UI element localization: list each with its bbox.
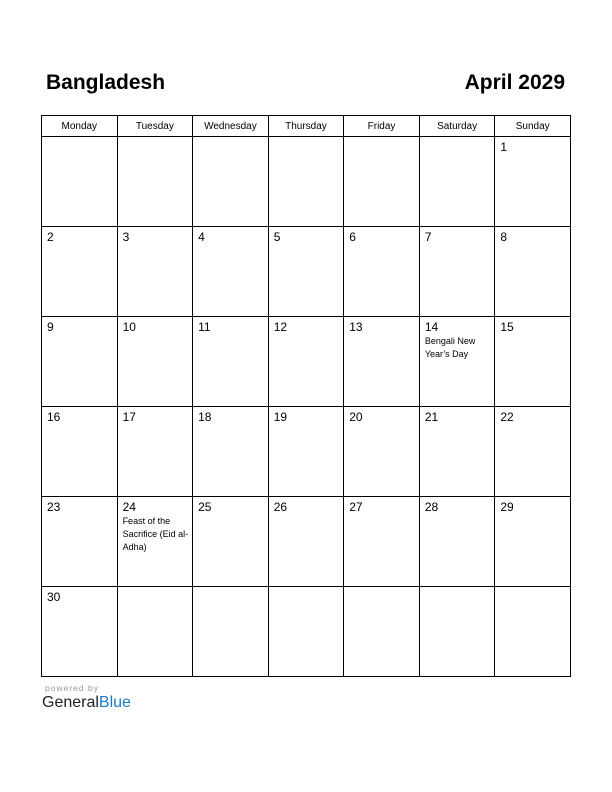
day-cell <box>193 317 269 407</box>
day-number: 26 <box>273 500 288 514</box>
day-cell <box>495 497 571 587</box>
brand-general-text: General <box>42 694 99 711</box>
day-number: 16 <box>47 410 61 424</box>
day-cell <box>419 497 495 587</box>
day-number: 17 <box>122 410 136 424</box>
day-number: 6 <box>349 230 356 244</box>
day-number: 25 <box>198 500 212 514</box>
day-cell <box>42 587 118 677</box>
week-row <box>42 137 571 227</box>
weekday-header: Friday <box>344 116 420 137</box>
day-cell <box>268 227 344 317</box>
day-number: 22 <box>500 410 514 424</box>
day-number: 1 <box>500 140 508 154</box>
empty-day-cell <box>344 587 420 677</box>
day-cell <box>419 317 495 407</box>
country-title: Bangladesh <box>46 71 166 94</box>
day-number: 24 <box>122 500 136 514</box>
day-number: 27 <box>349 500 363 514</box>
day-number: 28 <box>424 500 439 514</box>
day-number: 20 <box>349 410 363 424</box>
empty-day-cell <box>344 137 420 227</box>
empty-day-cell <box>419 137 495 227</box>
generalblue-logo[interactable] <box>42 694 131 712</box>
calendar-body <box>42 137 571 677</box>
day-cell <box>344 407 420 497</box>
day-number: 3 <box>122 230 130 244</box>
day-cell <box>495 407 571 497</box>
weekday-header: Sunday <box>495 116 571 137</box>
brand-blue-text: Blue <box>98 694 131 711</box>
weekday-header: Monday <box>42 116 118 137</box>
day-number: 18 <box>198 410 212 424</box>
day-number: 13 <box>349 320 363 334</box>
empty-day-cell <box>495 587 571 677</box>
empty-day-cell <box>419 587 495 677</box>
weekday-header: Thursday <box>268 116 344 137</box>
day-cell <box>268 407 344 497</box>
empty-day-cell <box>42 137 118 227</box>
day-cell <box>42 407 118 497</box>
day-cell <box>495 137 571 227</box>
day-cell <box>117 407 193 497</box>
weekday-header: Saturday <box>419 116 495 137</box>
day-cell <box>42 497 118 587</box>
day-cell <box>42 227 118 317</box>
day-cell <box>344 497 420 587</box>
day-number: 2 <box>47 230 54 244</box>
day-cell <box>344 317 420 407</box>
day-cell <box>419 227 495 317</box>
week-row <box>42 407 571 497</box>
empty-day-cell <box>193 137 269 227</box>
day-number: 9 <box>47 320 54 334</box>
day-number: 12 <box>273 320 288 334</box>
day-cell <box>117 317 193 407</box>
holiday-label: Bengali New Year’s Day <box>424 336 476 359</box>
day-cell <box>344 227 420 317</box>
day-number: 7 <box>424 230 432 244</box>
weekday-header-row <box>42 116 571 137</box>
day-cell <box>117 227 193 317</box>
week-row <box>42 497 571 587</box>
week-row <box>42 587 571 677</box>
day-cell <box>42 317 118 407</box>
day-number: 10 <box>122 320 136 334</box>
day-cell <box>193 497 269 587</box>
day-number: 23 <box>47 500 61 514</box>
day-cell <box>268 317 344 407</box>
day-cell <box>268 497 344 587</box>
empty-day-cell <box>268 587 344 677</box>
day-number: 19 <box>273 410 288 424</box>
day-number: 11 <box>198 320 211 334</box>
day-number: 29 <box>500 500 514 514</box>
day-number: 4 <box>198 230 205 244</box>
calendar-grid <box>41 115 571 677</box>
month-title: April 2029 <box>464 71 565 94</box>
holiday-label: Feast of the Sacrifice (Eid al-Adha) <box>122 516 189 552</box>
day-cell <box>495 227 571 317</box>
powered-by-label: powered by <box>45 683 99 693</box>
day-number: 14 <box>424 320 439 334</box>
day-number: 5 <box>273 230 281 244</box>
empty-day-cell <box>193 587 269 677</box>
day-cell <box>495 317 571 407</box>
empty-day-cell <box>268 137 344 227</box>
day-cell <box>419 407 495 497</box>
empty-day-cell <box>117 587 193 677</box>
week-row <box>42 317 571 407</box>
day-number: 21 <box>424 410 439 424</box>
weekday-header: Tuesday <box>117 116 193 137</box>
empty-day-cell <box>117 137 193 227</box>
day-cell <box>117 497 193 587</box>
day-cell <box>193 407 269 497</box>
week-row <box>42 227 571 317</box>
day-number: 30 <box>47 590 61 604</box>
weekday-header: Wednesday <box>193 116 269 137</box>
day-number: 8 <box>500 230 508 244</box>
day-cell <box>193 227 269 317</box>
day-number: 15 <box>500 320 514 334</box>
